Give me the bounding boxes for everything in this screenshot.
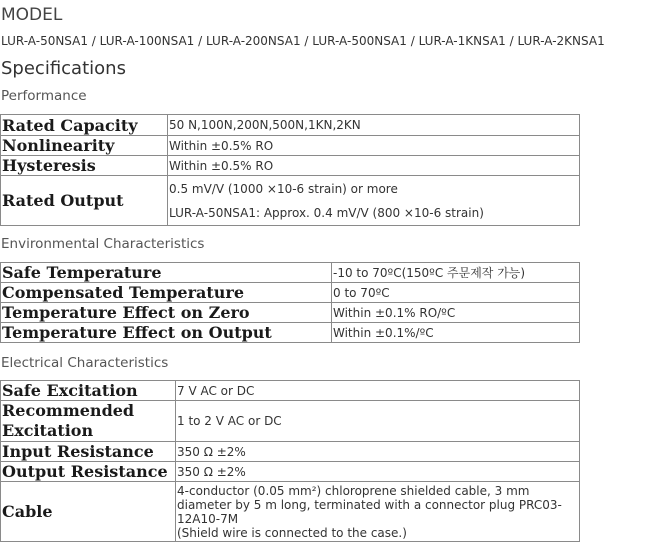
specifications-heading: Specifications (1, 58, 126, 79)
rated-output-label: Rated Output (1, 176, 168, 226)
rated-output-line-1: 0.5 mV/V (1000 ×10-6 strain) or more (169, 181, 398, 196)
table-row (1, 381, 580, 401)
electrical-table (0, 380, 580, 542)
table-row (1, 263, 580, 283)
safe-excitation-value: 7 V AC or DC (176, 381, 580, 401)
output-resistance-value: 350 Ω ±2% (176, 462, 580, 482)
compensated-temperature-label: Compensated Temperature (1, 283, 332, 303)
cable-value (176, 482, 580, 542)
recommended-excitation-label: Recommended Excitation (1, 401, 176, 442)
table-row (1, 323, 580, 343)
input-resistance-label: Input Resistance (1, 442, 176, 462)
table-row (1, 156, 580, 176)
output-resistance-label: Output Resistance (1, 462, 176, 482)
table-row (1, 176, 580, 226)
performance-heading: Performance (1, 88, 87, 104)
table-row (1, 401, 580, 442)
compensated-temperature-value: 0 to 70ºC (332, 283, 580, 303)
safe-excitation-label: Safe Excitation (1, 381, 176, 401)
environmental-heading: Environmental Characteristics (1, 236, 205, 252)
electrical-heading: Electrical Characteristics (1, 355, 169, 371)
table-row (1, 283, 580, 303)
performance-table (0, 114, 580, 226)
safe-temperature-value: -10 to 70ºC(150ºC 주문제작 가능) (332, 263, 580, 283)
hysteresis-value: Within ±0.5% RO (168, 156, 580, 176)
rated-capacity-value: 50 N,100N,200N,500N,1KN,2KN (168, 115, 580, 136)
table-row (1, 303, 580, 323)
cable-line-1: 4-conductor (0.05 mm²) chloroprene shielded cable, 3 mm diameter by 5 m long, terminated with a connector plug PRC03-12A10-7M (177, 483, 562, 526)
table-row (1, 136, 580, 156)
table-row (1, 115, 580, 136)
cable-line-2: (Shield wire is connected to the case.) (177, 525, 407, 540)
model-heading: MODEL (1, 5, 63, 25)
table-row (1, 482, 580, 542)
nonlinearity-label: Nonlinearity (1, 136, 168, 156)
table-row (1, 442, 580, 462)
model-list: LUR-A-50NSA1 / LUR-A-100NSA1 / LUR-A-200NSA1 / LUR-A-500NSA1 / LUR-A-1KNSA1 / LUR-A-2KNSA1 (1, 34, 605, 48)
safe-temperature-label: Safe Temperature (1, 263, 332, 283)
environmental-table (0, 262, 580, 343)
cable-label: Cable (1, 482, 176, 542)
input-resistance-value: 350 Ω ±2% (176, 442, 580, 462)
temp-effect-output-value: Within ±0.1%/ºC (332, 323, 580, 343)
temp-effect-zero-value: Within ±0.1% RO/ºC (332, 303, 580, 323)
rated-output-value (168, 176, 580, 226)
rated-output-line-2: LUR-A-50NSA1: Approx. 0.4 mV/V (800 ×10-6 strain) (169, 205, 484, 220)
temp-effect-zero-label: Temperature Effect on Zero (1, 303, 332, 323)
recommended-excitation-value: 1 to 2 V AC or DC (176, 401, 580, 442)
rated-capacity-label: Rated Capacity (1, 115, 168, 136)
nonlinearity-value: Within ±0.5% RO (168, 136, 580, 156)
temp-effect-output-label: Temperature Effect on Output (1, 323, 332, 343)
table-row (1, 462, 580, 482)
hysteresis-label: Hysteresis (1, 156, 168, 176)
